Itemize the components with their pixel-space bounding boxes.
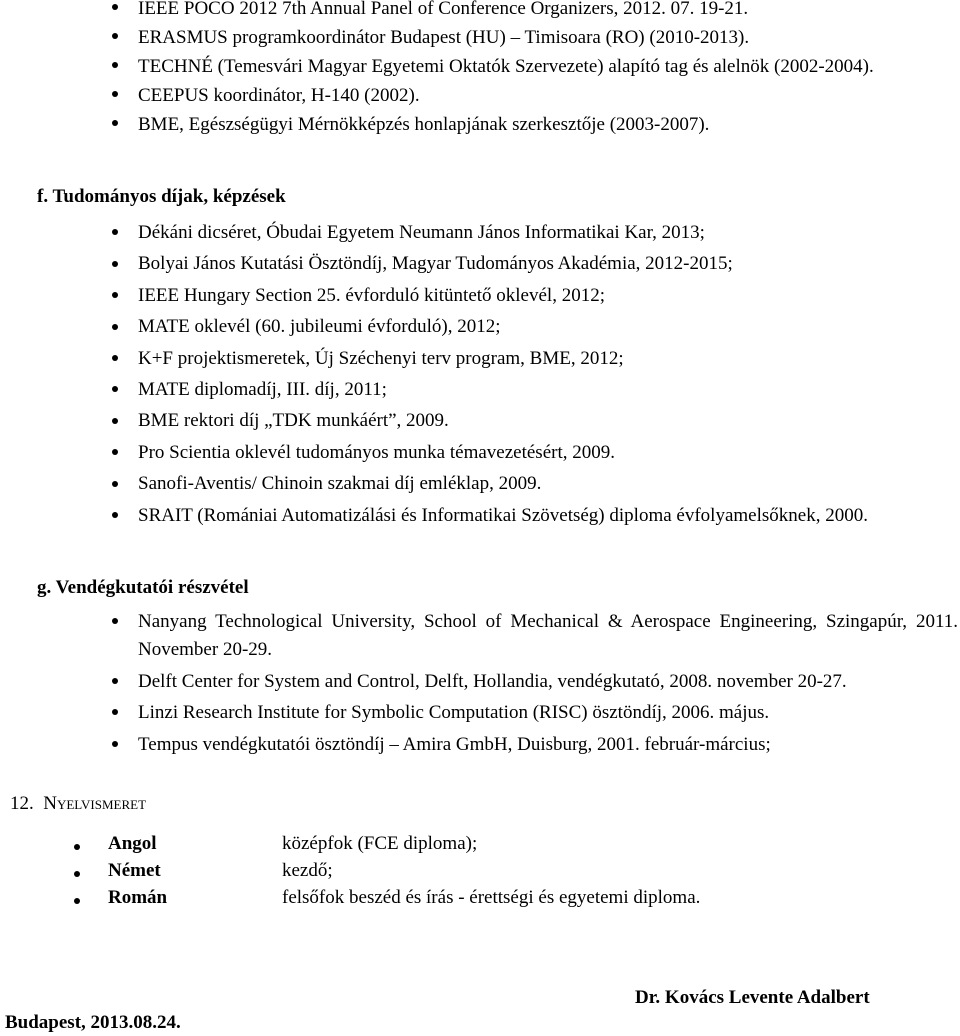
section-g-heading: g. Vendégkutatói részvétel: [37, 577, 249, 598]
list-item: K+F projektismeretek, Új Széchenyi terv program, BME, 2012;: [108, 345, 958, 373]
list-item: TECHNÉ (Temesvári Magyar Egyetemi Oktatók Szervezete) alapító tag és alelnök (2002-2004).: [108, 52, 930, 81]
section-number: 12.: [10, 793, 34, 814]
list-item: Dékáni dicséret, Óbudai Egyetem Neumann János Informatikai Kar, 2013;: [108, 219, 958, 247]
language-level: kezdő;: [282, 860, 333, 881]
list-item: BME rektori díj „TDK munkáért”, 2009.: [108, 407, 958, 435]
list-item: Tempus vendégkutatói ösztöndíj – Amira GmbH, Duisburg, 2001. február-március;: [108, 731, 958, 759]
language-level: felsőfok beszéd és írás - érettségi és egyetemi diploma.: [282, 887, 701, 908]
language-name: Német: [108, 860, 161, 881]
language-row: [70, 833, 950, 861]
language-level: középfok (FCE diploma);: [282, 833, 478, 854]
section-12-heading: [10, 793, 146, 815]
list-item: Linzi Research Institute for Symbolic Computation (RISC) ösztöndíj, 2006. május.: [108, 699, 958, 727]
list-item: MATE oklevél (60. jubileumi évforduló), 2012;: [108, 313, 958, 341]
language-name: Angol: [108, 833, 157, 854]
section-title: Nyelvismeret: [43, 793, 147, 814]
visits-list: [108, 608, 958, 762]
bullet-icon: [74, 844, 80, 850]
section-f-heading: f. Tudományos díjak, képzések: [37, 186, 286, 207]
list-item: ERASMUS programkoordinátor Budapest (HU) – Timisoara (RO) (2010-2013).: [108, 23, 958, 52]
signature-name: Dr. Kovács Levente Adalbert: [635, 987, 870, 1008]
activities-list: [108, 0, 958, 139]
awards-list: [108, 219, 958, 533]
list-item: Bolyai János Kutatási Ösztöndíj, Magyar Tudományos Akadémia, 2012-2015;: [108, 250, 958, 278]
list-item: Sanofi-Aventis/ Chinoin szakmai díj emléklap, 2009.: [108, 470, 958, 498]
list-item: IEEE POCO 2012 7th Annual Panel of Conference Organizers, 2012. 07. 19-21.: [108, 0, 958, 23]
language-row: [70, 887, 950, 915]
list-item: MATE diplomadíj, III. díj, 2011;: [108, 376, 958, 404]
list-item: SRAIT (Romániai Automatizálási és Informatikai Szövetség) diploma évfolyamelsőknek, 2000.: [108, 502, 958, 530]
list-item: Nanyang Technological University, School of Mechanical & Aerospace Engineering, Szingapúr, 2011. November 20-29.: [108, 608, 958, 664]
list-item: IEEE Hungary Section 25. évforduló kitüntető oklevél, 2012;: [108, 282, 958, 310]
bullet-icon: [74, 898, 80, 904]
list-item: Delft Center for System and Control, Delft, Hollandia, vendégkutató, 2008. november 20-27.: [108, 668, 958, 696]
place-date: Budapest, 2013.08.24.: [5, 1012, 181, 1033]
list-item: BME, Egészségügyi Mérnökképzés honlapjának szerkesztője (2003-2007).: [108, 110, 958, 139]
language-row: [70, 860, 950, 888]
list-item: Pro Scientia oklevél tudományos munka témavezetésért, 2009.: [108, 439, 958, 467]
language-name: Román: [108, 887, 168, 908]
list-item: CEEPUS koordinátor, H-140 (2002).: [108, 81, 958, 110]
bullet-icon: [74, 871, 80, 877]
